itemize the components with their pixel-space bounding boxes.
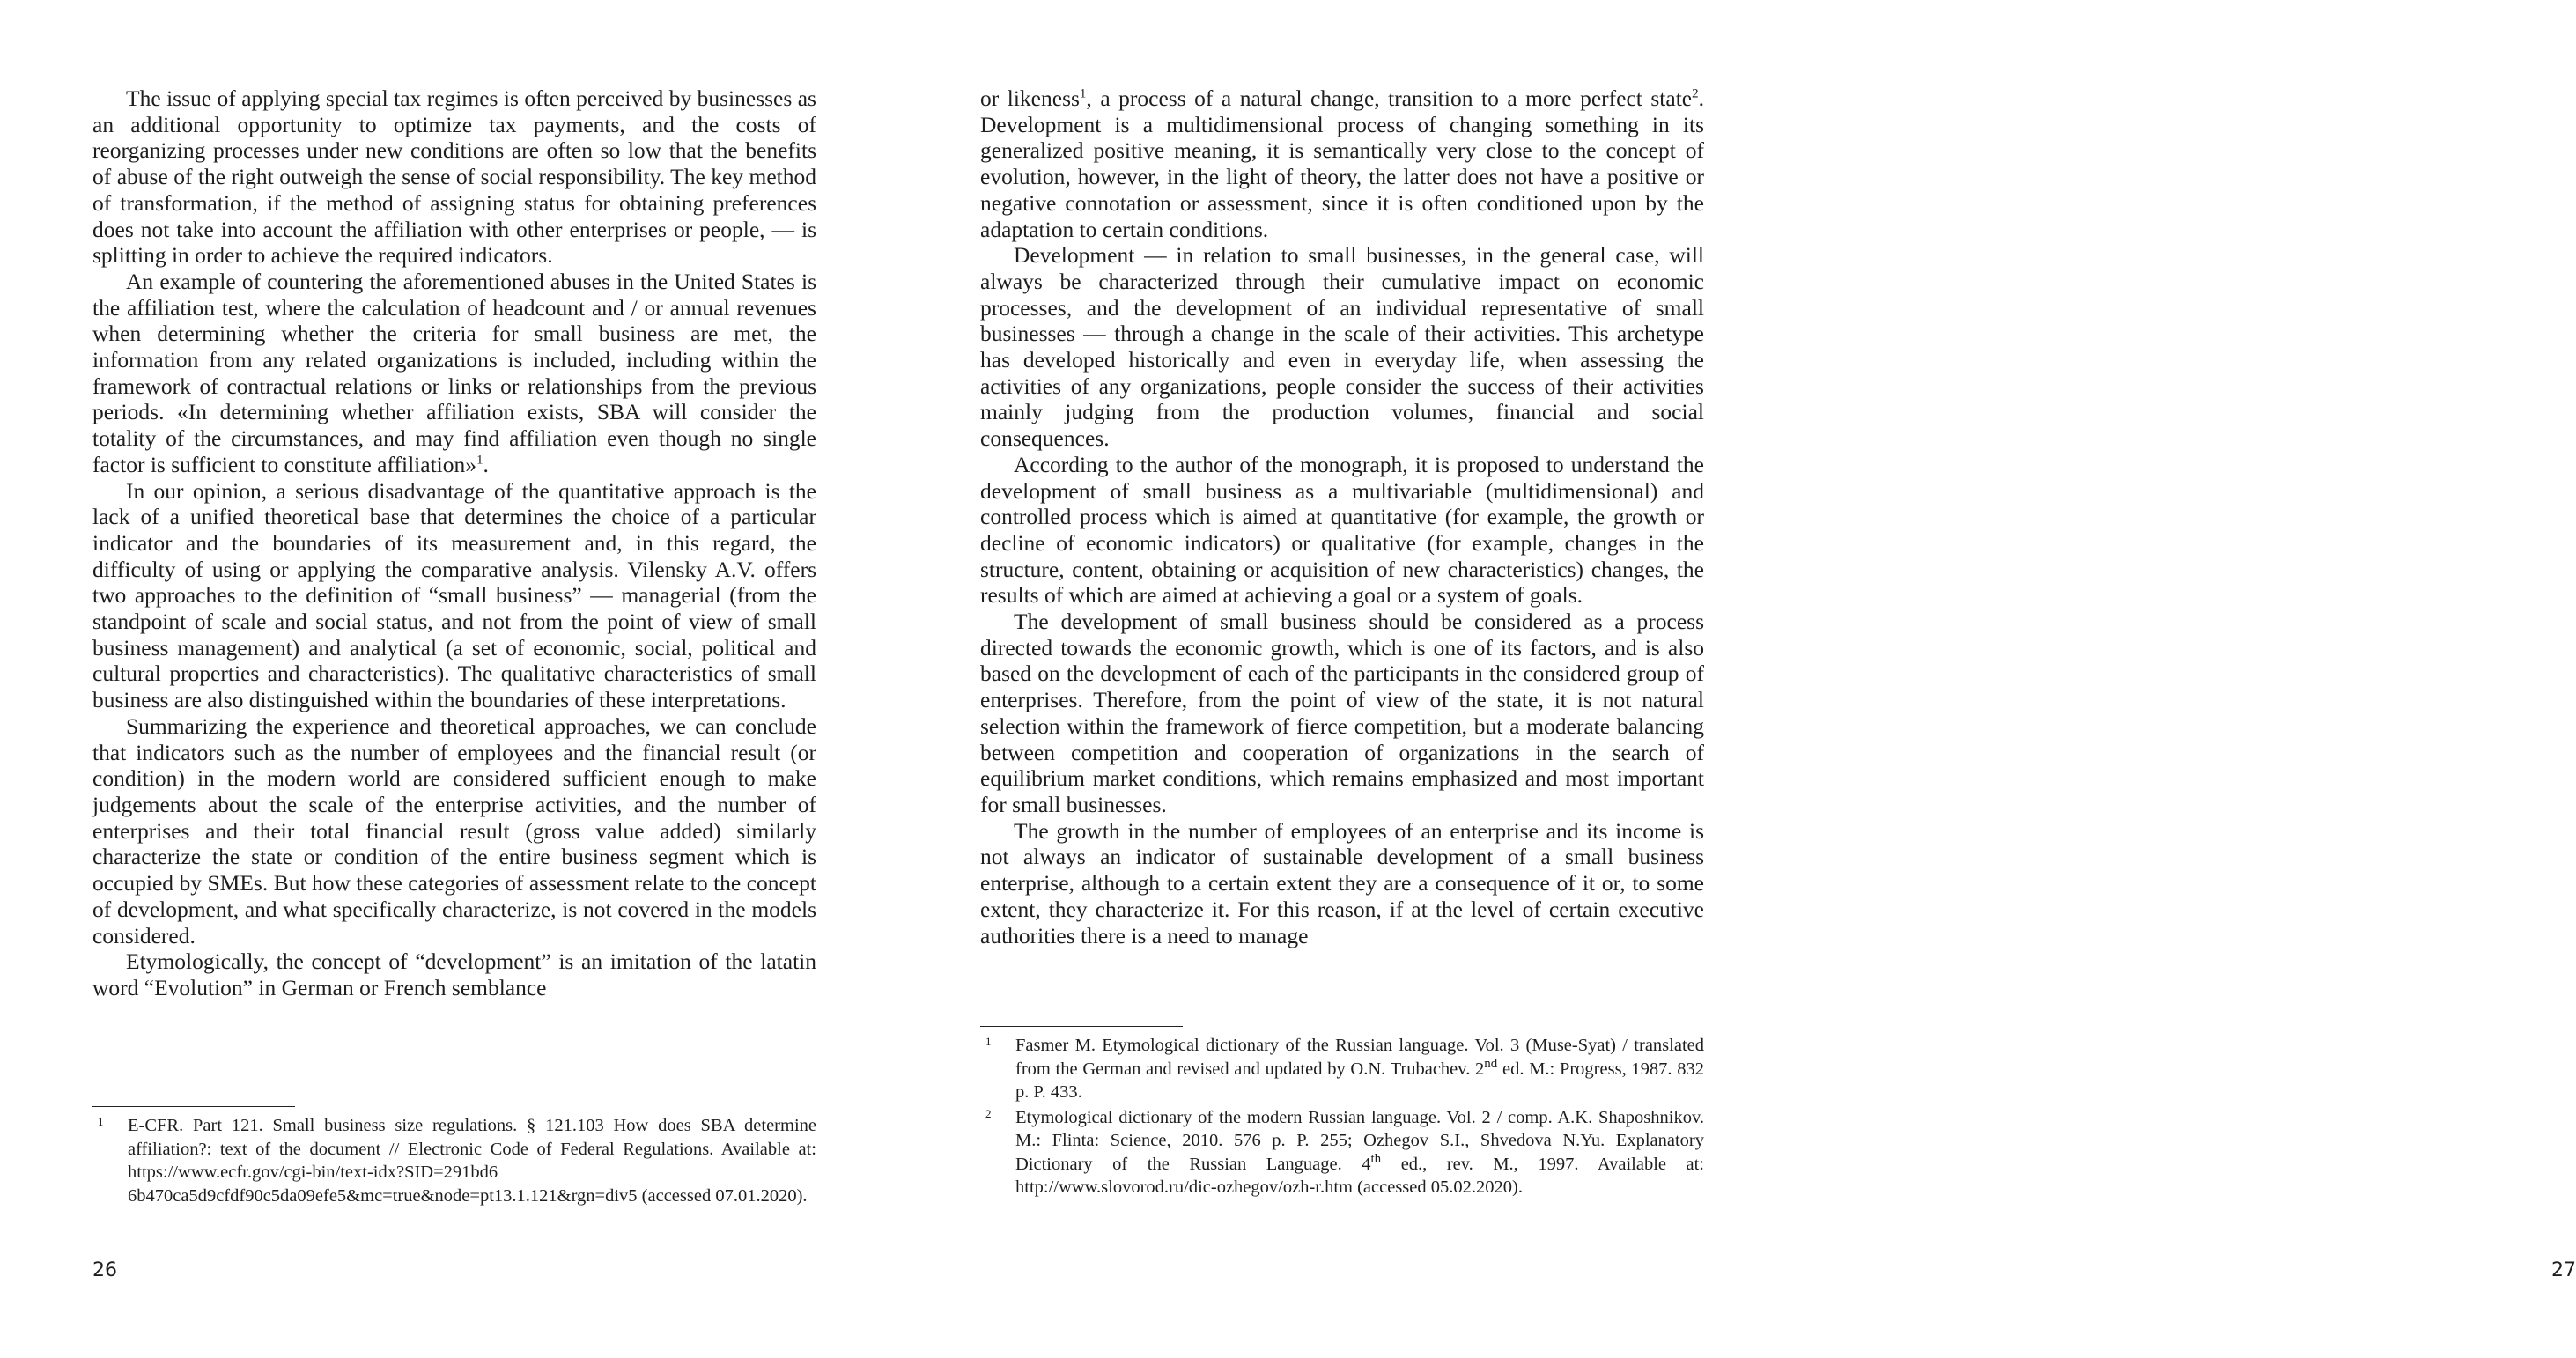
right-footnotes (980, 1034, 1704, 1201)
paragraph (980, 85, 1704, 242)
paragraph-text: An example of countering the aforementioned abuses in the United States is the affiliation test, where the calculation of headcount and / or annual revenues when determining whether the criteria for small business are met, the information from any related organizations is included, including within the framework of contractual relations or links or relationships from the previous periods. «In determining whether affiliation exists, SBA will consider the totality of the circumstances, and may find affiliation even though no single factor is sufficient to constitute affiliation» (92, 268, 816, 477)
left-body-text (92, 85, 816, 1001)
page-number: 26 (92, 1259, 117, 1281)
paragraph: According to the author of the monograph, it is proposed to understand the development of small business as a multivariable (multidimensional) and controlled process which is aimed at quantitative (for example, the growth or decline of economic indicators) or qualitative (for example, changes in the structure, content, obtaining or acquisition of new characteristics) changes, the results of which are aimed at achieving a goal or a system of goals. (980, 451, 1704, 609)
footnote-text: Etymological dictionary of the modern Russian language. Vol. 2 / comp. A.K. Shaposhnikov. M.: Flinta: Science, 2010. 576 p. P. 255; Ozhegov S.I., Shvedova N.Yu. Explanatory Dictionary of the Russian Language. 4 (1015, 1107, 1704, 1174)
right-page (881, 0, 2576, 1358)
footnote-divider (980, 1026, 1183, 1027)
paragraph: The growth in the number of employees of an enterprise and its income is not always an indicator of sustainable development of a small business enterprise, although to a certain extent they are a consequence of it or, to some extent, they characterize it. For this reason, if at the level of certain executive authorities there is a need to manage (980, 817, 1704, 948)
footnote-text: E-CFR. Part 121. Small business size regulations. § 121.103 How does SBA determine affiliation?: text of the document // Electronic Code of Federal Regulations. Available at: https://www.ecfr.gov/cgi-bin/text-idx?SID=291bd6 6b470ca5d9cfdf90c5da09efe5&mc=true&node=pt13.1.121&rgn=div5 (accessed 07.01.2020). (128, 1116, 816, 1206)
left-page (0, 0, 881, 1358)
paragraph-end-punct: . (483, 451, 489, 477)
footnote (980, 1034, 1704, 1104)
footnote-text: ed. M.: Progress, 1987. 832 p. P. 433. (1015, 1059, 1704, 1102)
footnote-mark: 1 (985, 1035, 992, 1048)
paragraph-text: or likeness (980, 85, 1080, 111)
footnote-divider (92, 1106, 295, 1107)
footnote-text: Fasmer M. Etymological dictionary of the Russian language. Vol. 3 (Muse-Syat) / translated from the German and revised and updated by O.N. Trubachev. 2 (1015, 1036, 1704, 1079)
footnote-text: ed., rev. M., 1997. Available at: http://www.slovorod.ru/dic-ozhegov/ozh-r.htm (accessed 05.02.2020). (1015, 1154, 1705, 1197)
footnote-reference[interactable]: 1 (1079, 86, 1087, 101)
footnote-reference[interactable]: 1 (476, 453, 483, 468)
right-body-text (980, 85, 1704, 948)
paragraph-text: . Development is a multidimensional process of changing something in its generalized positive meaning, it is semantically very close to the concept of evolution, however, in the light of theory, the latter does not have a positive or negative connotation or assessment, since it is often conditioned upon by the adaptation to certain conditions. (980, 85, 1704, 242)
footnote-reference[interactable]: 2 (1692, 86, 1699, 101)
paragraph: Development — in relation to small businesses, in the general case, will always be characterized through their cumulative impact on economic processes, and the development of an individual representative of small businesses — through a change in the scale of their activities. This archetype has developed historically and even in everyday life, when assessing the activities of any organizations, people consider the success of their activities mainly judging from the production volumes, financial and social consequences. (980, 242, 1704, 452)
footnote-mark: 2 (985, 1106, 992, 1120)
paragraph: Summarizing the experience and theoretical approaches, we can conclude that indicators such as the number of employees and the financial result (or condition) in the modern world are considered sufficient enough to make judgements about the scale of the enterprise activities, and the number of enterprises and their total financial result (gross value added) similarly characterize the state or condition of the entire business segment which is occupied by SMEs. But how these categories of assessment relate to the concept of development, and what specifically characterize, is not covered in the models considered. (92, 712, 816, 948)
page-number: 27 (2551, 1259, 2576, 1281)
paragraph: In our opinion, a serious disadvantage of the quantitative approach is the lack of a unified theoretical base that determines the choice of a particular indicator and the boundaries of its measurement and, in this regard, the difficulty of using or applying the comparative analysis. Vilensky A.V. offers two approaches to the definition of “small business” — managerial (from the standpoint of scale and social status, and not from the point of view of small business management) and analytical (a set of economic, social, political and cultural properties and characteristics). The qualitative characteristics of small business are also distinguished within the boundaries of these interpretations. (92, 477, 816, 713)
ordinal-suffix: nd (1484, 1056, 1498, 1071)
paragraph (92, 269, 816, 478)
left-footnotes (92, 1114, 816, 1209)
footnote-mark: 1 (98, 1115, 104, 1128)
paragraph: The development of small business should be considered as a process directed towards the economic growth, which is one of its factors, and is also based on the development of each of the participants in the considered group of enterprises. Therefore, from the point of view of the state, it is not natural selection within the framework of fierce competition, but a moderate balancing between competition and cooperation of organizations in the search of equilibrium market conditions, which remains emphasized and most important for small businesses. (980, 609, 1704, 817)
footnote (980, 1106, 1704, 1199)
paragraph-text: , a process of a natural change, transition to a more perfect state (1086, 85, 1693, 111)
paragraph: The issue of applying special tax regimes is often perceived by businesses as an additional opportunity to optimize tax payments, and the costs of reorganizing processes under new conditions are often so low that the benefits of abuse of the right outweigh the sense of social responsibility. The key method of transformation, if the method of assigning status for obtaining preferences does not take into account the affiliation with other enterprises or people, — is splitting in order to achieve the required indicators. (92, 85, 816, 269)
paragraph: Etymologically, the concept of “development” is an imitation of the latatin word “Evolution” in German or French semblance (92, 948, 816, 1000)
ordinal-suffix: th (1370, 1151, 1382, 1166)
footnote (92, 1114, 816, 1207)
